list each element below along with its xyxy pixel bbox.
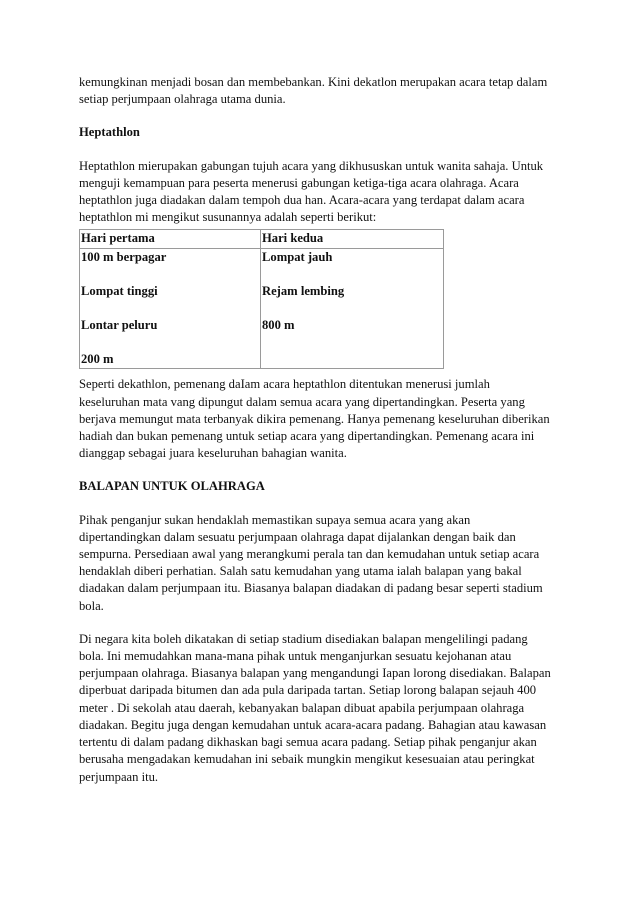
table-header-day1: Hari pertama [80,230,261,248]
event-item: 800 m [262,318,295,333]
text-line: berjava memungut mata terbanyak dikira pemenang. Hanya pemenang keseluruhan diberikan [79,411,550,426]
event-item: Lompat jauh [262,249,333,264]
event-item: Rejam lembing [262,283,345,298]
document-page [79,74,563,786]
event-item: Lontar peluru [81,318,158,333]
text-line: keseluruhan mata vang dipungut dalam semua acara yang dipertandingkan. Peserta yang [79,394,525,409]
text-line: heptathlon mi mengikut susunannya adalah seperti berikut: [79,210,377,225]
balapan-paragraph-2 [79,631,563,786]
text-line: tertentu di dalam padang dikhaskan bagi semua acara padang. Setiap pihak penganjur akan [79,735,537,750]
text-line: dipertandingkan dalam sesuatu perjumpaan olahraga dapat dijalankan dengan baik dan [79,529,516,544]
text-line: perjumpaan olahraga. Biasanya balapan yang mengandungi Iapan lorong disediakan. Balapan [79,666,551,681]
event-item: 200 m [81,352,114,367]
text-line: setiap perjumpaan olahraga utama dunia. [79,92,286,107]
text-line: meter . Di sekolah atau daerah, kebanyakan balapan dibuat apabila perjumpaan olahraga [79,700,525,715]
text-line: dianggap sebagai juara keseluruhan bahagian wanita. [79,446,347,461]
text-line: Di negara kita boleh dikatakan di setiap stadium disediakan balapan mengelilingi padang [79,631,528,646]
heptathlon-paragraph [79,158,563,227]
event-item: Lompat tinggi [81,283,158,298]
table-header-day2: Hari kedua [261,230,444,248]
text-line: diadakan. Begitu juga dengan kemudahan untuk acara-acara padang. Bahagian atau kawasan [79,717,547,732]
heptathlon-events-table [79,229,444,369]
text-line: hendaklah diberi perhatian. Salah satu kemudahan yang utama ialah balapan yang bakal [79,564,522,579]
text-line: Pihak penganjur sukan hendaklah memastikan supaya semua acara yang akan [79,512,471,527]
table-header-row [80,230,444,248]
text-line: diadakan dalam perjumpaan itu. Biasanya balapan diadakan di padang besar seperti stadium [79,581,543,596]
text-line: bola. [79,598,104,613]
day1-events-cell [80,248,261,369]
balapan-paragraph-1 [79,512,563,615]
text-line: kemungkinan menjadi bosan dan membebankan. Kini dekatlon merupakan acara tetap dalam [79,75,548,89]
text-line: berusaha mengadakan kemudahan ini sebaik mungkin mengikut kesesuaian atau peringkat [79,752,535,767]
heptathlon-heading: Heptathlon [79,125,140,140]
intro-paragraph [79,74,563,108]
text-line: menguji kemampuan para peserta menerusi gabungan ketiga-tiga acara olahraga. Acara [79,175,519,190]
event-item: 100 m berpagar [81,249,167,264]
table-row [80,248,444,369]
text-line: perjumpaan itu. [79,769,159,784]
winner-paragraph [79,376,563,462]
text-line: heptathlon juga diadakan dalam tempoh dua han. Acara-acara yang terdapat dalam acara [79,193,525,208]
balapan-heading: BALAPAN UNTUK OLAHRAGA [79,479,265,494]
text-line: sempurna. Persediaan awal yang merangkumi perala tan dan kemudahan untuk setiap acara [79,547,540,562]
text-line: bola. Ini memudahkan mana-mana pihak untuk menganjurkan sesuatu kejohanan atau [79,649,512,664]
day2-events-cell [261,248,444,369]
text-line: Seperti dekathlon, pemenang daIam acara heptathlon ditentukan menerusi jumlah [79,377,490,392]
text-line: diperbuat daripada bitumen dan ada pula daripada tartan. Setiap lorong balapan sejauh 400 [79,683,537,698]
text-line: Heptathlon mierupakan gabungan tujuh acara yang dikhususkan untuk wanita sahaja. Untuk [79,158,544,173]
text-line: hadiah dan bukan pemenang untuk setiap acara yang dipertandingkan. Pemenang acara ini [79,429,535,444]
